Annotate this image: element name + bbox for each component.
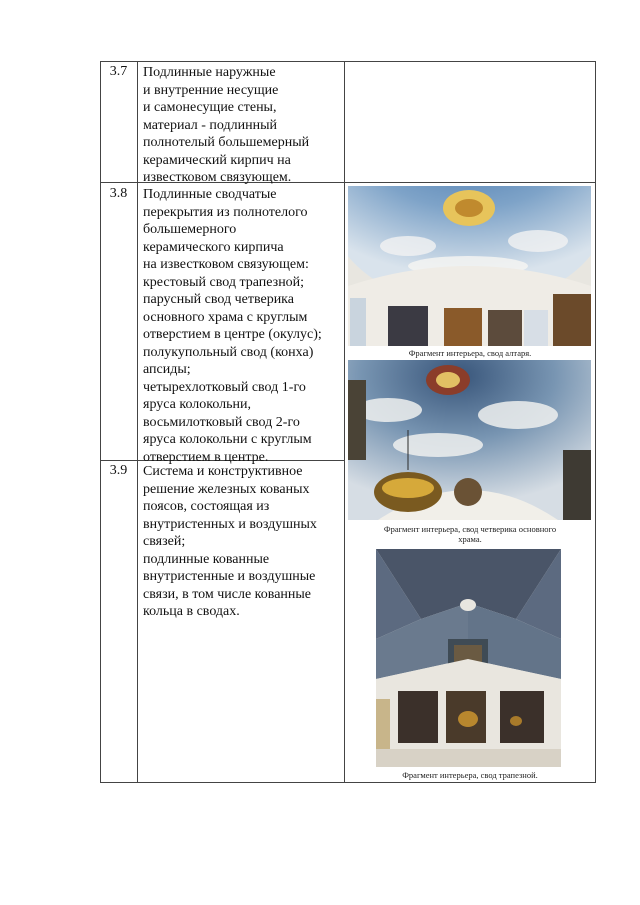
row-description: Подлинные сводчатые перекрытия из полнотелого большемерного керамического кирпича на известковом связующем: крестовый свод трапезной; парусный свод четверика основного храма с круглым отверстием в центре (окулус); полукупольный свод (конха) апсиды; четырехлотковый свод 1-го яруса колокольни, восьмилотковый свод 2-го яруса колокольни с круглым отверстием в центре. <box>143 187 322 465</box>
row-number: 3.8 <box>109 186 128 201</box>
column-divider-2 <box>344 61 345 783</box>
table-border-right <box>595 61 596 783</box>
photo-caption: Фрагмент интерьера, свод алтаря. <box>408 348 532 358</box>
table-border-left <box>100 61 101 783</box>
altar-vault-photo <box>348 186 591 346</box>
row-number: 3.9 <box>109 463 128 478</box>
main-church-vault-photo <box>348 360 591 520</box>
row-number: 3.7 <box>109 64 128 79</box>
photo-caption: Фрагмент интерьера, свод четверика основного храма. <box>383 524 557 544</box>
photo-caption: Фрагмент интерьера, свод трапезной. <box>402 770 538 780</box>
table-border-bottom <box>100 782 596 783</box>
column-divider-1 <box>137 61 138 783</box>
row-description: Система и конструктивное решение железных кованых поясов, состоящая из внутристенных и воздушных связей; подлинные кованные внутристенные и воздушные связи, в том числе кованные кольца в сводах. <box>143 464 317 619</box>
refectory-vault-photo <box>376 549 561 767</box>
table-border-top <box>100 61 596 62</box>
row-description: Подлинные наружные и внутренние несущие и самонесущие стены, материал - подлинный полнотелый большемерный керамический кирпич на известковом связующем. <box>143 65 310 185</box>
